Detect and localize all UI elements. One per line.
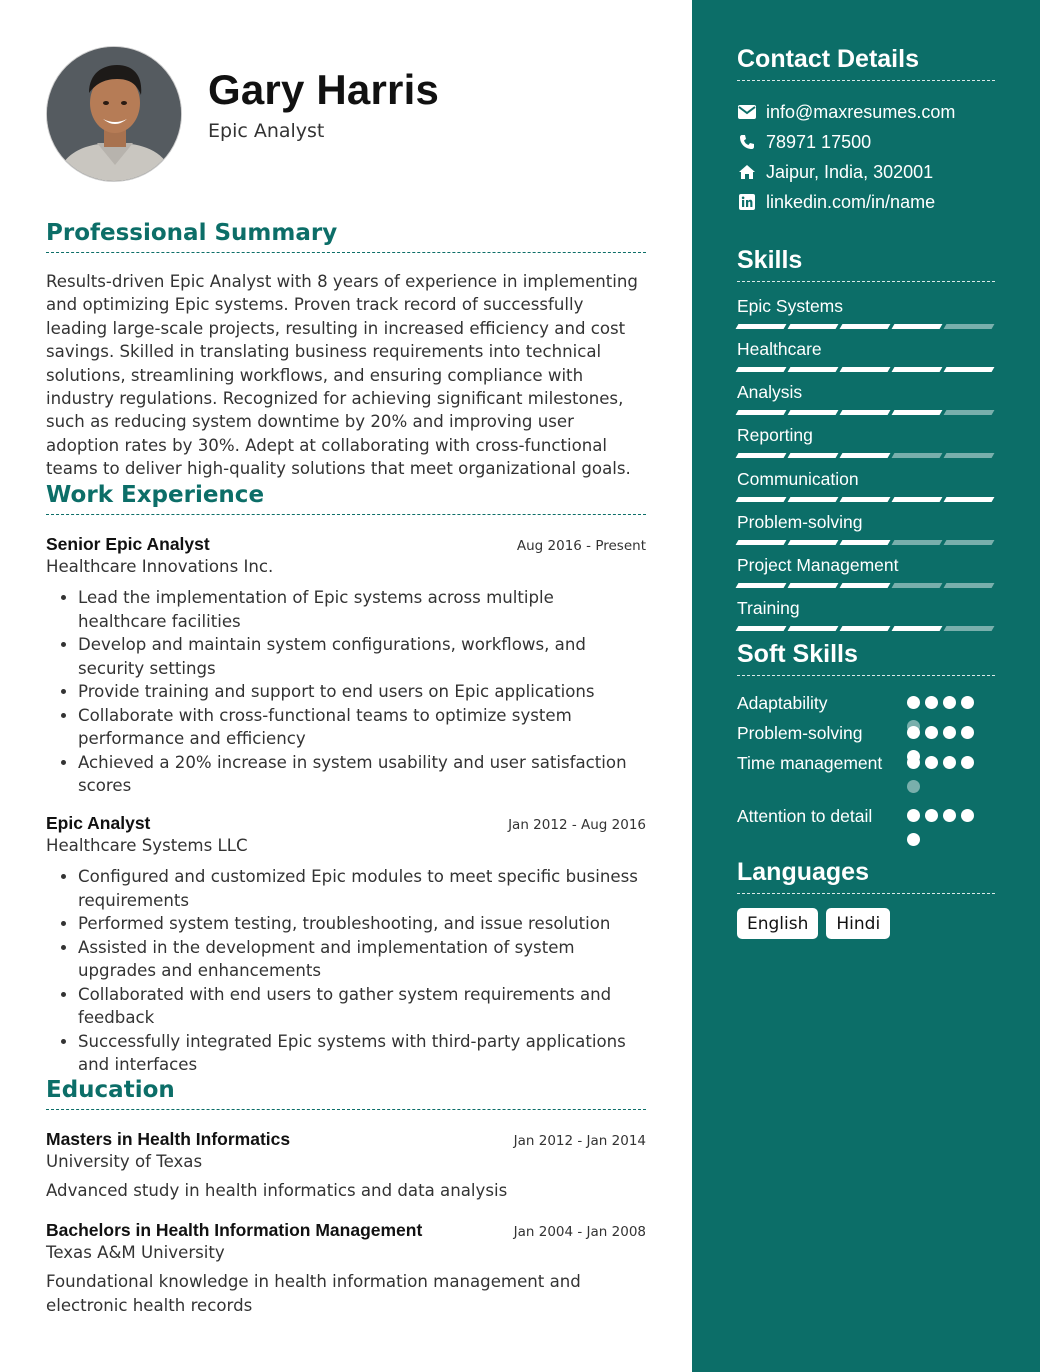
summary-text: Results-driven Epic Analyst with 8 years of experience in implementing and optimizing Epic systems. Proven track record of successfully leading large-scale projects, resulting in increased efficiency and cost savings. Skilled in translating business requirements into technical solutions, streamlining workflows, and ensuring compliance with industry regulations. Recognized for achieving significant milestones, such as reducing system downtime by 20% and improving user adoption rates by 30%. Adept at collaborating with cross-functional teams to deliver high-quality solutions that meet organizational goals. xyxy=(46,272,638,479)
rating-segment xyxy=(892,626,943,631)
rating-segment xyxy=(840,453,891,458)
rating-segment xyxy=(944,367,995,372)
rating-segment xyxy=(736,626,787,631)
rating-segment xyxy=(892,453,943,458)
skill-rating-bar xyxy=(737,583,995,588)
home-icon xyxy=(737,162,757,182)
rating-dot xyxy=(943,726,956,739)
rating-segment xyxy=(840,626,891,631)
list-item: • Configured and customized Epic modules to meet specific business requirements xyxy=(78,865,646,912)
education-entry xyxy=(46,1220,646,1318)
rating-dot xyxy=(907,780,920,793)
skill-rating-bar xyxy=(737,453,995,458)
soft-skill-label: Problem-solving xyxy=(737,723,863,743)
rating-dot xyxy=(907,696,920,709)
rating-segment xyxy=(736,583,787,588)
list-item: • Collaborate with cross-functional teams to optimize system performance and efficiency xyxy=(78,704,646,751)
rating-segment xyxy=(840,497,891,502)
list-item: • Lead the implementation of Epic systems across multiple healthcare facilities xyxy=(78,586,646,633)
education-heading: Education xyxy=(46,1077,646,1110)
job-entry xyxy=(46,813,646,1077)
envelope-icon xyxy=(737,102,757,122)
list-item: • Achieved a 20% increase in system usability and user satisfaction scores xyxy=(78,751,646,798)
rating-dot xyxy=(961,726,974,739)
contact-phone[interactable] xyxy=(737,130,995,154)
degree-title: Masters in Health Informatics xyxy=(46,1129,291,1149)
skill-item xyxy=(737,512,995,545)
list-item: • Provide training and support to end users on Epic applications xyxy=(78,680,646,704)
rating-segment xyxy=(892,367,943,372)
rating-segment xyxy=(840,540,891,545)
experience-heading: Work Experience xyxy=(46,482,646,515)
language-badge: English xyxy=(737,908,818,939)
skill-item xyxy=(737,339,995,372)
rating-segment xyxy=(788,453,839,458)
school-name: Texas A&M University xyxy=(46,1243,225,1262)
skill-label: Analysis xyxy=(737,382,803,402)
skill-rating-bar xyxy=(737,497,995,502)
skill-label: Reporting xyxy=(737,425,813,445)
skill-item xyxy=(737,296,995,329)
profile-photo xyxy=(46,46,182,182)
education-description: Advanced study in health informatics and data analysis xyxy=(46,1181,508,1200)
skill-rating-bar xyxy=(737,367,995,372)
address-text: Jaipur, India, 302001 xyxy=(766,161,934,182)
school-name: University of Texas xyxy=(46,1152,203,1171)
rating-dot xyxy=(961,756,974,769)
soft-skill-rating-dots xyxy=(907,751,987,801)
soft-skill-item xyxy=(737,804,995,852)
skill-item xyxy=(737,382,995,415)
rating-segment xyxy=(736,540,787,545)
list-item: • Successfully integrated Epic systems with third-party applications and interfaces xyxy=(78,1030,646,1077)
rating-segment xyxy=(944,410,995,415)
rating-segment xyxy=(892,497,943,502)
rating-segment xyxy=(840,324,891,329)
rating-segment xyxy=(788,497,839,502)
rating-segment xyxy=(736,497,787,502)
job-date: Jan 2012 - Aug 2016 xyxy=(508,817,646,833)
skill-label: Project Management xyxy=(737,555,899,575)
list-item: • Collaborated with end users to gather system requirements and feedback xyxy=(78,983,646,1030)
soft-skill-item xyxy=(737,721,995,745)
job-entry xyxy=(46,534,646,798)
list-item: • Performed system testing, troubleshooting, and issue resolution xyxy=(78,912,646,936)
rating-segment xyxy=(892,410,943,415)
rating-segment xyxy=(840,583,891,588)
rating-segment xyxy=(840,367,891,372)
rating-dot xyxy=(961,696,974,709)
rating-segment xyxy=(788,410,839,415)
candidate-name: Gary Harris xyxy=(208,66,440,113)
rating-segment xyxy=(892,583,943,588)
skills-heading: Skills xyxy=(737,246,995,282)
education-entry xyxy=(46,1129,646,1203)
rating-segment xyxy=(788,540,839,545)
rating-segment xyxy=(944,324,995,329)
skill-label: Healthcare xyxy=(737,339,822,359)
rating-dot xyxy=(907,809,920,822)
rating-dot xyxy=(961,809,974,822)
rating-dot xyxy=(925,809,938,822)
sidebar xyxy=(692,0,1040,1372)
rating-segment xyxy=(788,583,839,588)
rating-dot xyxy=(925,696,938,709)
rating-segment xyxy=(944,497,995,502)
rating-segment xyxy=(736,367,787,372)
rating-dot xyxy=(943,809,956,822)
education-description: Foundational knowledge in health information management and electronic health records xyxy=(46,1272,581,1315)
job-title: Senior Epic Analyst xyxy=(46,534,210,554)
languages-heading: Languages xyxy=(737,858,995,894)
rating-dot xyxy=(925,726,938,739)
rating-segment xyxy=(736,453,787,458)
email-text: info@maxresumes.com xyxy=(766,101,956,122)
job-company: Healthcare Systems LLC xyxy=(46,836,248,855)
phone-text: 78971 17500 xyxy=(766,131,872,152)
rating-segment xyxy=(788,324,839,329)
rating-segment xyxy=(892,324,943,329)
skill-label: Training xyxy=(737,598,800,618)
phone-icon xyxy=(737,132,757,152)
skill-rating-bar xyxy=(737,410,995,415)
rating-segment xyxy=(944,626,995,631)
skill-rating-bar xyxy=(737,540,995,545)
skill-rating-bar xyxy=(737,324,995,329)
candidate-title: Epic Analyst xyxy=(208,120,325,142)
languages-list xyxy=(737,908,890,939)
list-item: • Assisted in the development and implementation of system upgrades and enhancements xyxy=(78,936,646,983)
skill-label: Communication xyxy=(737,469,859,489)
soft-skill-label: Adaptability xyxy=(737,693,828,713)
rating-segment xyxy=(944,453,995,458)
rating-segment xyxy=(944,540,995,545)
education-date: Jan 2012 - Jan 2014 xyxy=(513,1133,646,1149)
rating-segment xyxy=(788,626,839,631)
contact-linkedin[interactable] xyxy=(737,190,995,214)
rating-segment xyxy=(840,410,891,415)
skill-item xyxy=(737,469,995,502)
degree-title: Bachelors in Health Information Management xyxy=(46,1220,423,1240)
skill-item xyxy=(737,555,995,588)
skill-label: Epic Systems xyxy=(737,296,843,316)
rating-segment xyxy=(736,324,787,329)
soft-skill-rating-dots xyxy=(907,804,987,854)
linkedin-icon xyxy=(737,192,757,212)
skill-item xyxy=(737,425,995,458)
list-item: • Develop and maintain system configurations, workflows, and security settings xyxy=(78,633,646,680)
rating-segment xyxy=(944,583,995,588)
rating-segment xyxy=(892,540,943,545)
contact-heading: Contact Details xyxy=(737,45,995,81)
rating-segment xyxy=(736,410,787,415)
job-bullets xyxy=(46,865,646,1077)
job-title: Epic Analyst xyxy=(46,813,151,833)
soft-skill-label: Attention to detail xyxy=(737,806,873,826)
linkedin-text: linkedin.com/in/name xyxy=(766,191,936,212)
summary-heading: Professional Summary xyxy=(46,220,646,253)
rating-dot xyxy=(907,833,920,846)
rating-dot xyxy=(907,756,920,769)
job-company: Healthcare Innovations Inc. xyxy=(46,557,274,576)
rating-dot xyxy=(943,756,956,769)
soft-skills-heading: Soft Skills xyxy=(737,640,995,676)
soft-skill-item xyxy=(737,751,995,799)
contact-email[interactable] xyxy=(737,100,995,124)
rating-dot xyxy=(943,696,956,709)
job-bullets xyxy=(46,586,646,798)
job-date: Aug 2016 - Present xyxy=(516,538,646,554)
language-badge: Hindi xyxy=(826,908,890,939)
education-date: Jan 2004 - Jan 2008 xyxy=(513,1224,646,1240)
rating-dot xyxy=(907,726,920,739)
rating-dot xyxy=(925,756,938,769)
skill-rating-bar xyxy=(737,626,995,631)
soft-skill-label: Time management xyxy=(737,753,883,773)
skill-label: Problem-solving xyxy=(737,512,863,532)
soft-skill-item xyxy=(737,691,995,715)
contact-address xyxy=(737,160,995,184)
skill-item xyxy=(737,598,995,631)
rating-segment xyxy=(788,367,839,372)
